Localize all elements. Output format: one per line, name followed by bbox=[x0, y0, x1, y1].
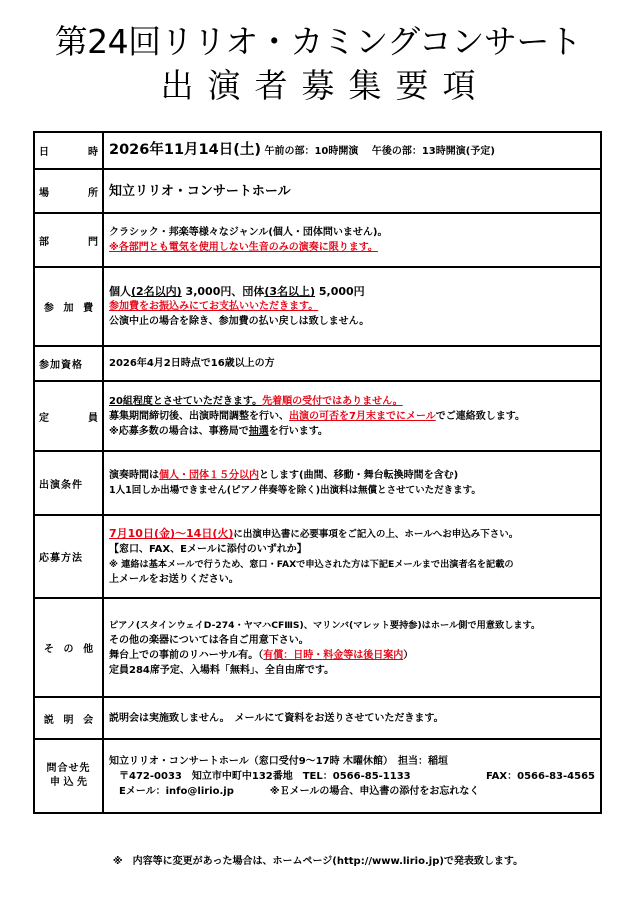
value-other: ピアノ(スタインウェイD-274・ヤマハCFⅢS)、マリンバ(マレット要持参)はホール側で用意致します。 その他の楽器については各自ご用意下さい。 舞台上での事前のリハーサル有。（有償：日時・料金等は後日案内） 定員284席予定、入場料「無料」、全自由席です。 bbox=[103, 598, 601, 697]
row-eligibility bbox=[34, 346, 601, 381]
row-other bbox=[34, 598, 601, 697]
label-eligibility: 参加資格 bbox=[34, 346, 103, 381]
division-warning: ※各部門とも電気を使用しない生音のみの演奏に限ります。 bbox=[109, 242, 378, 253]
footer-note: ※ 内容等に変更があった場合は、ホームページ(http://www.lirio.jp)で発表致します。 bbox=[112, 856, 524, 867]
value-conditions: 演奏時間は個人・団体１５分以内とします(曲間、移動・舞台転換時間を含む) 1人1回しか出場できません(ピアノ伴奏等を除く)出演料は無償とさせていただきます。 bbox=[103, 451, 601, 515]
label-capacity: 定 員 bbox=[34, 381, 103, 451]
label-briefing: 説 明 会 bbox=[34, 697, 103, 739]
page-subtitle: 出演者募集要項 bbox=[160, 66, 490, 105]
rehearsal-note: 有償：日時・料金等は後日案内 bbox=[263, 649, 404, 661]
row-division bbox=[34, 213, 601, 267]
value-venue bbox=[103, 169, 601, 213]
label-application: 応募方法 bbox=[34, 515, 103, 598]
label-fee: 参 加 費 bbox=[34, 267, 103, 346]
fee-payment-note: 参加費をお振込みにてお支払いいただきます。 bbox=[109, 301, 319, 312]
label-conditions: 出演条件 bbox=[34, 451, 103, 515]
contact-address-tel: 〒472-0033 知立市中町中132番地 TEL：0566-85-1133 bbox=[119, 770, 411, 782]
value-fee: 個人(2名以内) 3,000円、団体(3名以上) 5,000円 参加費をお振込みにてお支払いいただきます。 公演中止の場合を除き、参加費の払い戻しは致しません。 bbox=[103, 267, 601, 346]
contact-venue: 知立リリオ・コンサートホール（窓口受付9～17時 木曜休館） 担当：稲垣 bbox=[109, 755, 449, 767]
contact-email[interactable]: Eメール：info@lirio.jp bbox=[119, 785, 234, 797]
value-capacity: 20組程度とさせていただきます。先着順の受付ではありません。 募集期間締切後、出演時間調整を行い、出演の可否を7月末までにメールでご連絡致します。 ※応募多数の場合は、事務局で抽選を行います。 bbox=[103, 381, 601, 451]
row-contact bbox=[34, 739, 601, 813]
label-other: そ の 他 bbox=[34, 598, 103, 697]
row-application bbox=[34, 515, 601, 598]
label-date: 日 時 bbox=[34, 132, 103, 169]
row-capacity bbox=[34, 381, 601, 451]
row-fee bbox=[34, 267, 601, 346]
label-venue: 場 所 bbox=[34, 169, 103, 213]
value-division: クラシック・邦楽等様々なジャンル(個人・団体問いません)。 ※各部門とも電気を使用しない生音のみの演奏に限ります。 bbox=[103, 213, 601, 267]
label-contact: 問合せ先 申 込 先 bbox=[34, 739, 103, 813]
value-contact: 知立リリオ・コンサートホール（窓口受付9～17時 木曜休館） 担当：稲垣 〒472-0033 知立市中町中132番地 TEL：0566-85-1133 FAX：0566-83-4565 Eメール：info@lirio.jp ※Ｅメールの場合、申込書の添付をお忘れなく bbox=[103, 739, 601, 813]
row-venue bbox=[34, 169, 601, 213]
row-date bbox=[34, 132, 601, 169]
page-title: 第24回リリオ・カミングコンサート bbox=[54, 22, 582, 61]
value-application: 7月10日(金)～14日(火)に出演申込書に必要事項をご記入の上、ホールへお申込み下さい。 【窓口、FAX、Eメールに添付のいずれか】 ※ 連絡は基本メールで行うため、窓口・FAXで申込された方は下記Eメールまで出演者名を記載の 上メールをお送りください。 bbox=[103, 515, 601, 598]
label-division: 部 門 bbox=[34, 213, 103, 267]
row-conditions bbox=[34, 451, 601, 515]
value-eligibility: 2026年4月2日時点で16歳以上の方 bbox=[103, 346, 601, 381]
application-period: 7月10日(金)～14日(火) bbox=[109, 527, 234, 540]
contact-fax: FAX：0566-83-4565 bbox=[485, 770, 595, 782]
event-times: 午前の部：10時開演 午後の部：13時開演(予定) bbox=[260, 145, 495, 157]
value-briefing: 説明会は実施致しません。 メールにて資料をお送りさせていただきます。 bbox=[103, 697, 601, 739]
row-briefing bbox=[34, 697, 601, 739]
event-date: 2026年11月14日(土) bbox=[109, 141, 261, 158]
recruitment-table bbox=[33, 131, 602, 814]
venue-name: 知立リリオ・コンサートホール bbox=[109, 183, 291, 199]
value-date bbox=[103, 132, 601, 169]
